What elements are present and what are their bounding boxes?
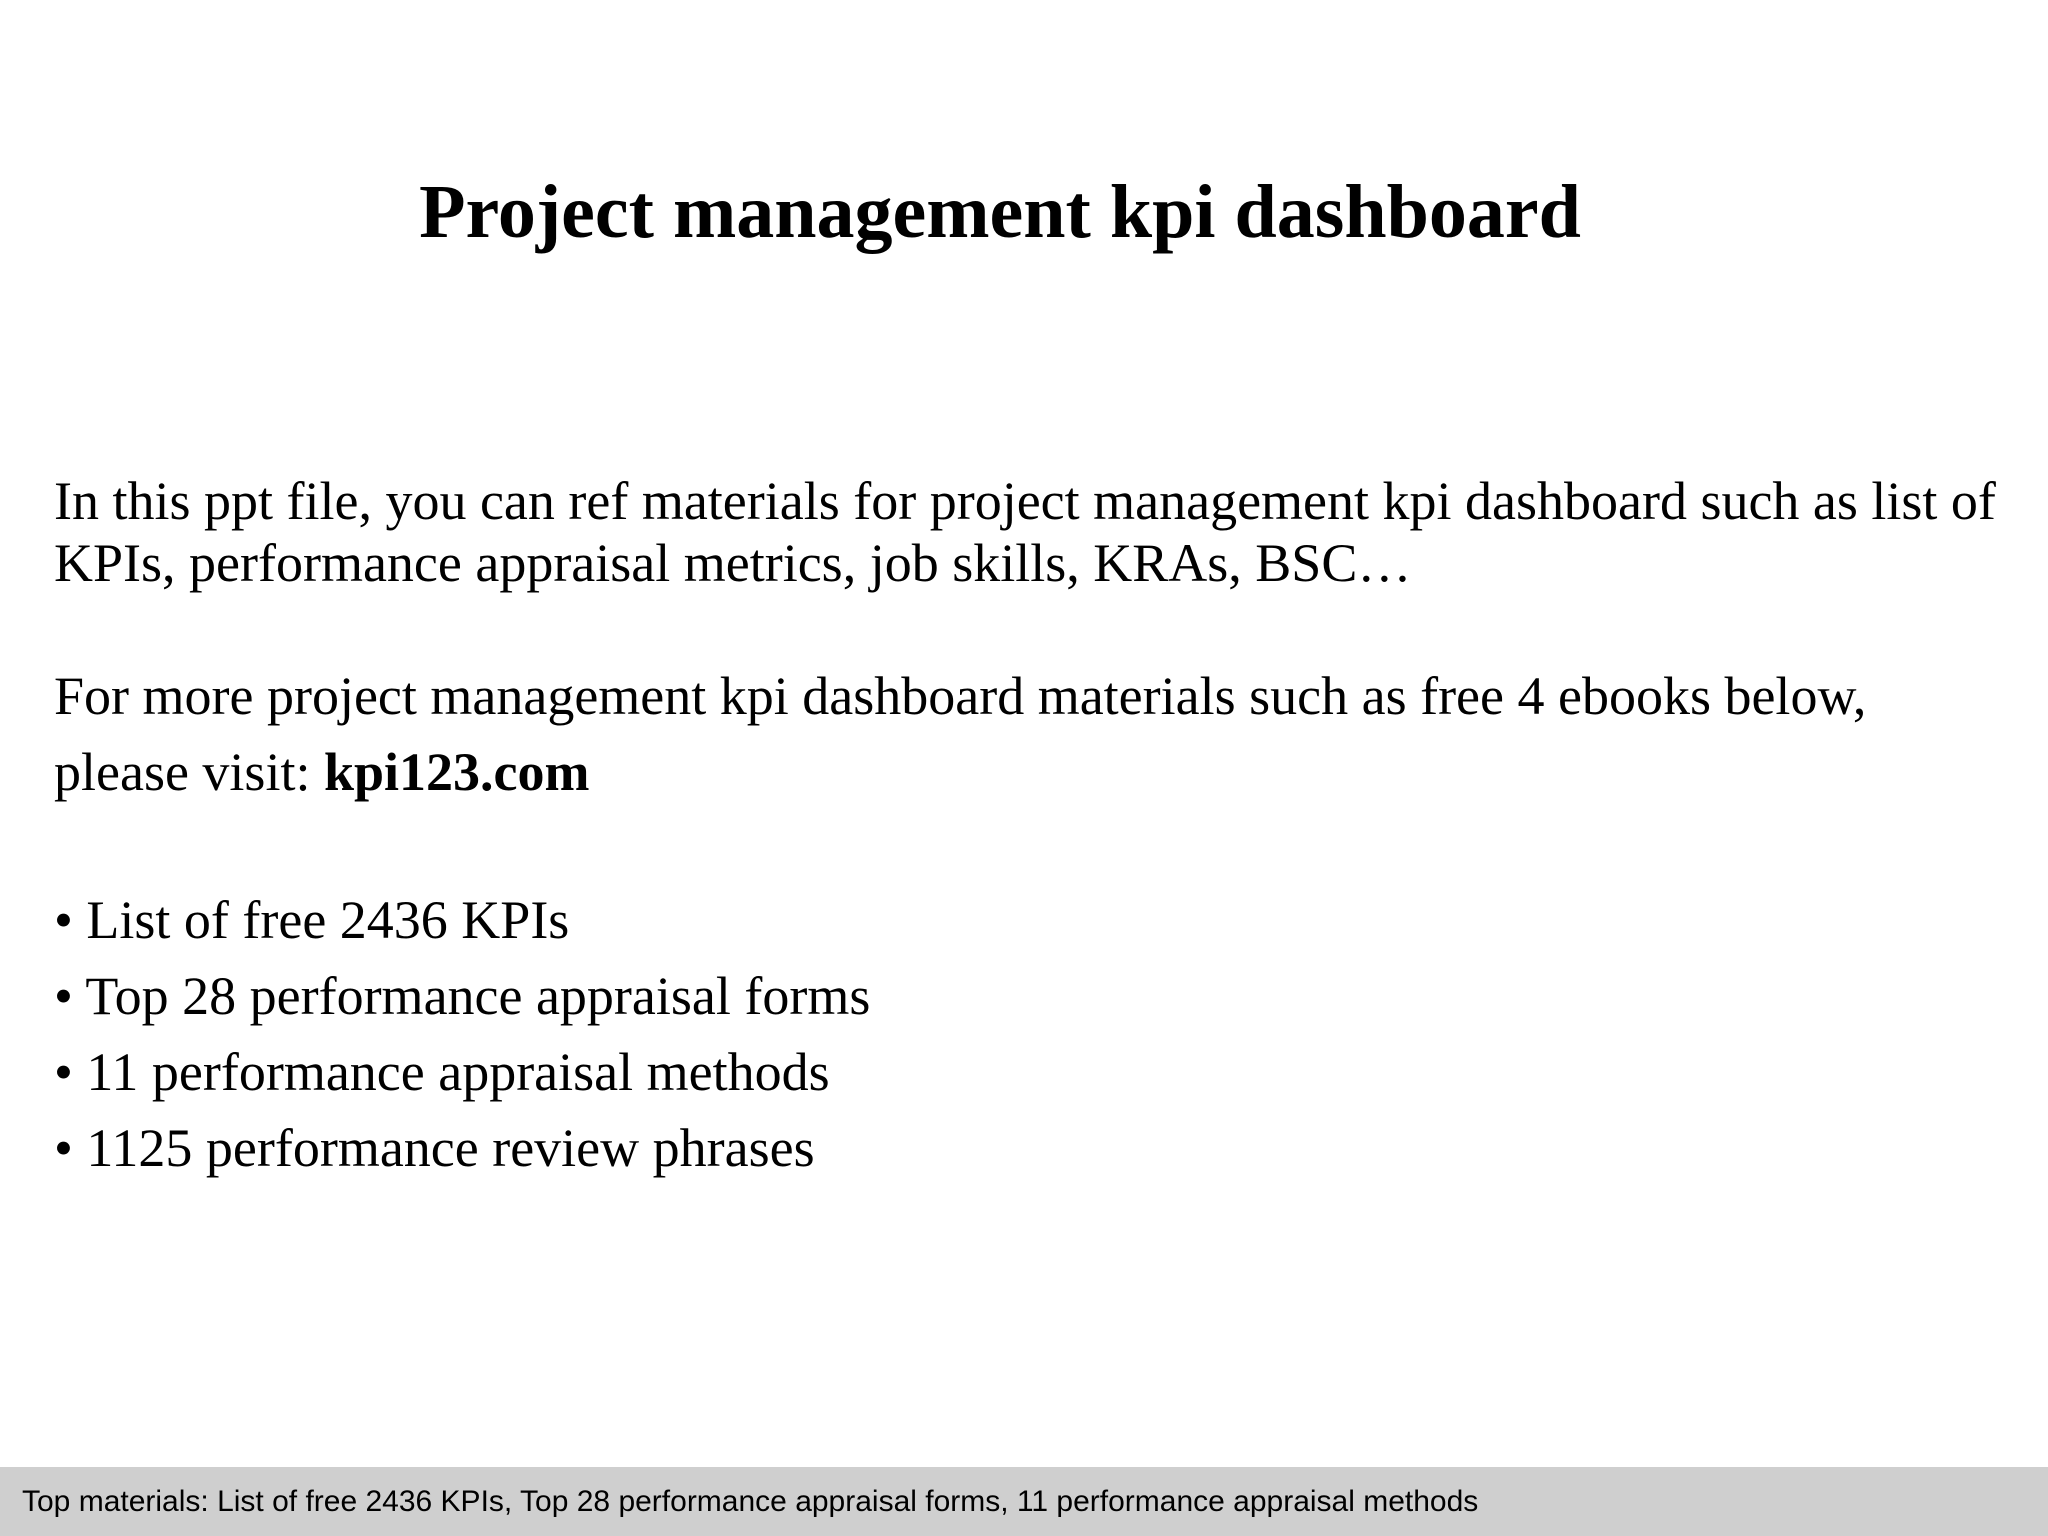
list-item: • List of free 2436 KPIs <box>54 890 570 950</box>
site-link[interactable]: kpi123.com <box>323 742 590 802</box>
list-item: • Top 28 performance appraisal forms <box>54 966 871 1026</box>
list-item: • 1125 performance review phrases <box>54 1118 815 1178</box>
more-materials-text: For more project management kpi dashboard materials such as free 4 ebooks below, please visit: <box>54 666 1867 802</box>
footer-text: Top materials: List of free 2436 KPIs, Top 28 performance appraisal forms, 11 performance appraisal methods <box>22 1485 1479 1518</box>
list-item: • 11 performance appraisal methods <box>54 1042 830 1102</box>
slide-title: Project management kpi dashboard <box>419 170 1581 254</box>
ebook-list <box>54 882 870 1186</box>
more-materials-paragraph <box>54 658 2014 810</box>
intro-paragraph: In this ppt file, you can ref materials for project management kpi dashboard such as list of KPIs, performance appraisal metrics, job skills, KRAs, BSC… <box>54 471 1996 593</box>
footer-bar <box>0 1467 2048 1536</box>
